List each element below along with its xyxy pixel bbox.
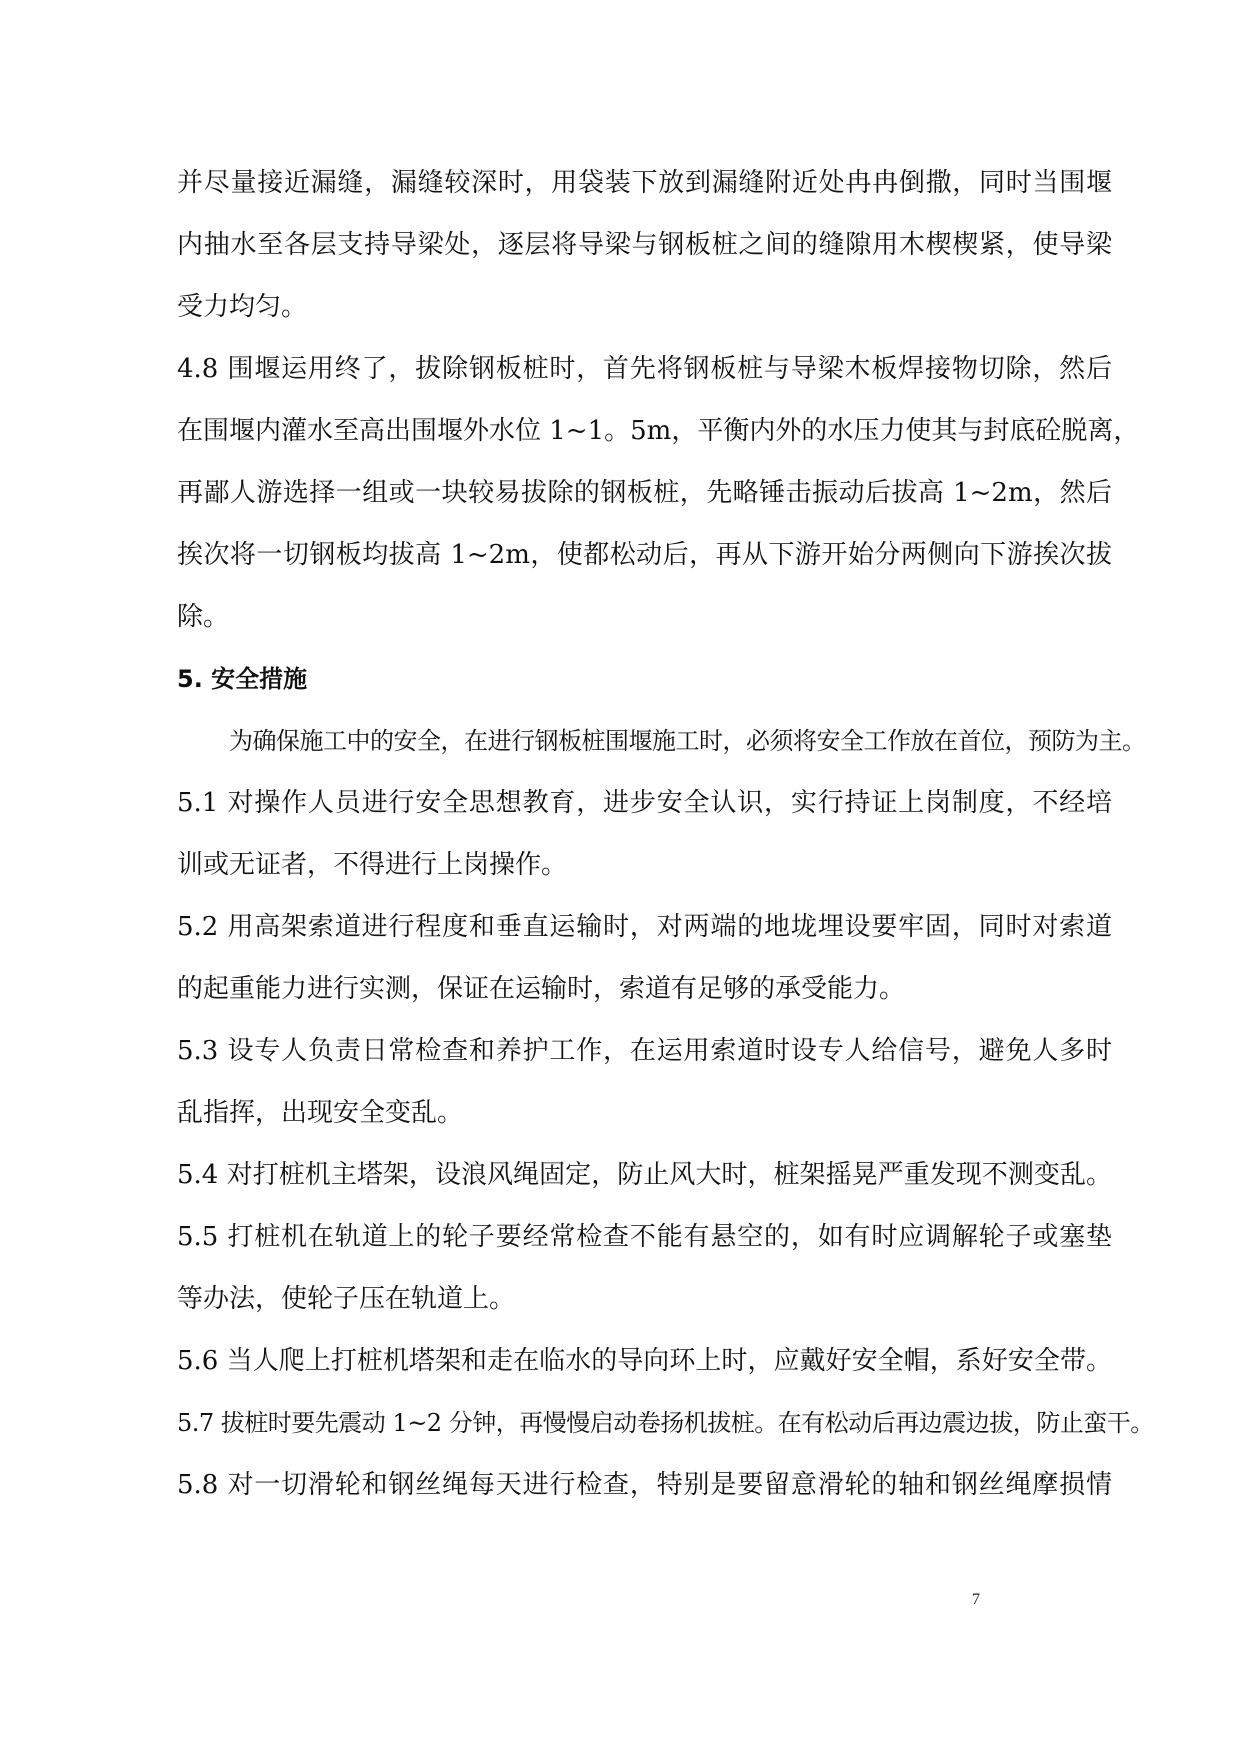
list-item-line: 5.2 用高架索道进行程度和垂直运输时，对两端的地垅埋设要牢固，同时对索道 [177, 912, 1112, 942]
section-heading: 5. 安全措施 [177, 665, 308, 693]
paragraph-line: 4.8 围堰运用终了，拔除钢板桩时，首先将钢板桩与导梁木板焊接物切除，然后 [177, 354, 1112, 384]
paragraph-line: 挨次将一切钢板均拔高 1~2m，使都松动后，再从下游开始分两侧向下游挨次拔 [177, 540, 1112, 570]
list-item-line: 5.1 对操作人员进行安全思想教育，进步安全认识，实行持证上岗制度，不经培 [177, 788, 1112, 818]
list-item-line: 等办法，使轮子压在轨道上。 [177, 1284, 516, 1314]
list-item-line: 5.4 对打桩机主塔架，设浪风绳固定，防止风大时，桩架摇晃严重发现不测变乱。 [177, 1160, 1112, 1190]
paragraph-line: 在围堰内灌水至高出围堰外水位 1~1。5m，平衡内外的水压力使其与封底砼脱离， [177, 416, 1140, 446]
paragraph-line: 并尽量接近漏缝，漏缝较深时，用袋装下放到漏缝附近处冉冉倒撒，同时当围堰 [177, 168, 1112, 198]
list-item-line: 的起重能力进行实测，保证在运输时，索道有足够的承受能力。 [177, 974, 906, 1004]
paragraph-line: 内抽水至各层支持导梁处，逐层将导梁与钢板桩之间的缝隙用木楔楔紧，使导梁 [177, 230, 1112, 260]
list-item-line: 5.6 当人爬上打桩机塔架和走在临水的导向环上时，应戴好安全帽，系好安全带。 [177, 1346, 1112, 1376]
paragraph-line: 再鄙人游选择一组或一块较易拔除的钢板桩，先略锤击振动后拔高 1~2m，然后 [177, 478, 1112, 508]
list-item-line: 5.5 打桩机在轨道上的轮子要经常检查不能有悬空的，如有时应调解轮子或塞垫 [177, 1222, 1112, 1252]
list-item-line: 训或无证者，不得进行上岗操作。 [177, 850, 568, 880]
list-item-line: 乱指挥，出现安全变乱。 [177, 1098, 464, 1128]
paragraph-line: 除。 [177, 602, 230, 632]
page-body [177, 152, 1154, 1516]
list-item-line: 5.7 拔桩时要先震动 1~2 分钟，再慢慢启动卷扬机拔桩。在有松动后再边震边拔，防止蛮干。 [177, 1409, 1154, 1437]
paragraph-line: 受力均匀。 [177, 292, 308, 322]
intro-line: 为确保施工中的安全，在进行钢板桩围堰施工时，必须将安全工作放在首位，预防为主。 [229, 727, 1146, 755]
list-item-line: 5.3 设专人负责日常检查和养护工作，在运用索道时设专人给信号，避免人多时 [177, 1036, 1112, 1066]
list-item-line: 5.8 对一切滑轮和钢丝绳每天进行检查，特别是要留意滑轮的轴和钢丝绳摩损情 [177, 1470, 1112, 1500]
page-number: 7 [972, 1591, 980, 1608]
